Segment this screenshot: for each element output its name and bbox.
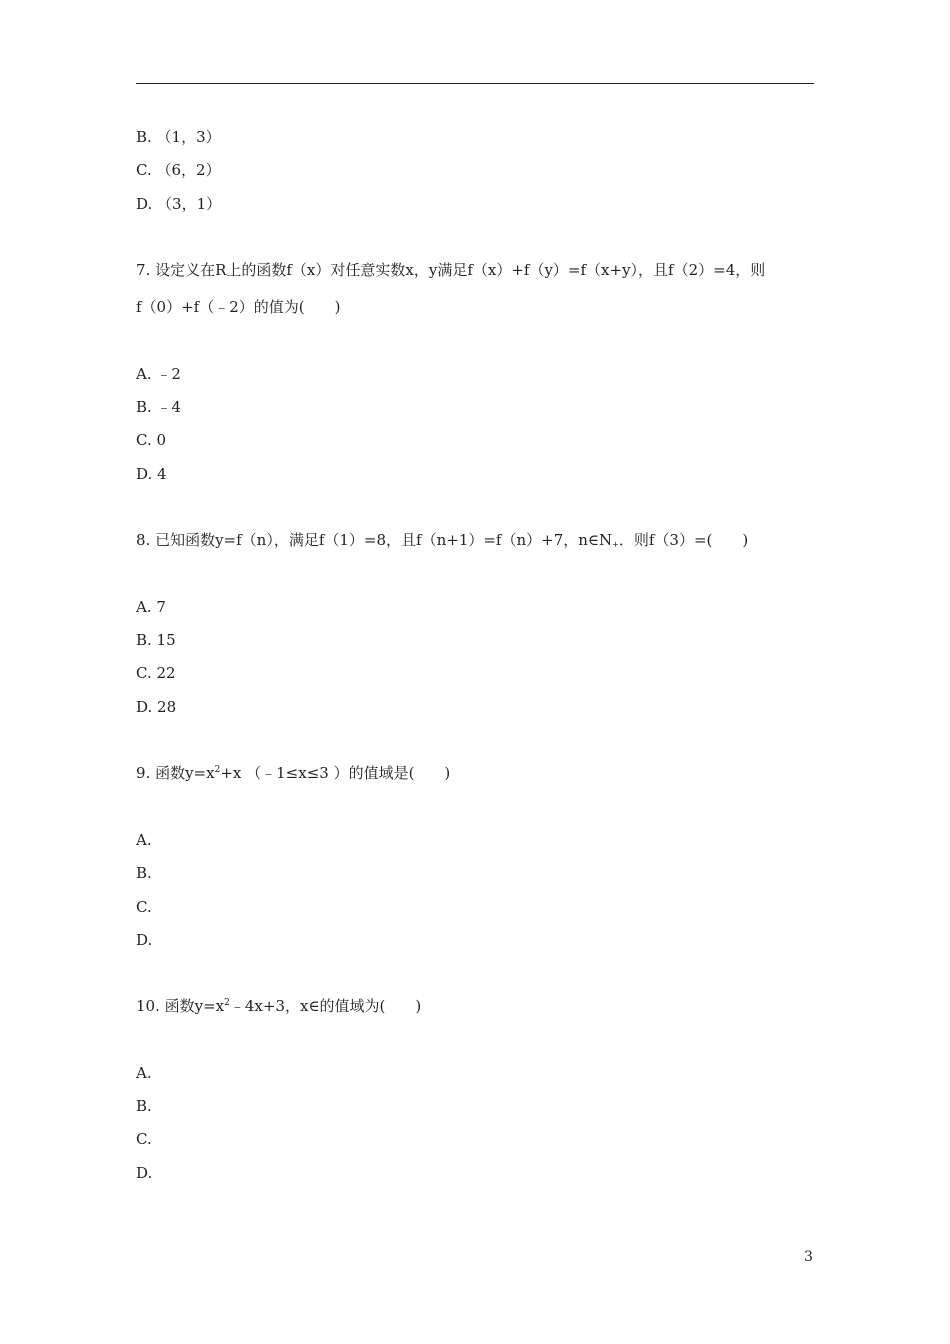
q6-option-d: D. （3，1） bbox=[136, 195, 222, 213]
q9-stem bbox=[136, 763, 450, 783]
q10-option-c: C. bbox=[136, 1130, 152, 1148]
q9-option-c: C. bbox=[136, 898, 152, 916]
q6-option-c: C. （6，2） bbox=[136, 161, 221, 179]
q8-stem-text-a: 8. 已知函数y=f（n），满足f（1）=8，且f（n+1）=f（n）+7，n∈N bbox=[136, 531, 613, 549]
q7-option-d: D. 4 bbox=[136, 465, 167, 483]
q9-option-b: B. bbox=[136, 864, 152, 882]
q8-option-c: C. 22 bbox=[136, 664, 176, 682]
q7-stem-line1: 7. 设定义在R上的函数f（x）对任意实数x，y满足f（x）+f（y）=f（x+y），且f（2）=4，则 bbox=[136, 261, 766, 279]
q9-option-a: A. bbox=[136, 831, 152, 849]
q9-option-d: D. bbox=[136, 931, 153, 949]
page-number: 3 bbox=[804, 1249, 813, 1265]
q9-stem-text-a: 9. 函数y=x bbox=[136, 764, 215, 782]
q8-option-d: D. 28 bbox=[136, 698, 177, 716]
q10-option-b: B. bbox=[136, 1097, 152, 1115]
q8-stem-text-b: ．则f（3）=( ) bbox=[618, 531, 749, 549]
q8-stem bbox=[136, 530, 748, 550]
q6-option-b: B. （1，3） bbox=[136, 128, 221, 146]
q10-superscript: 2 bbox=[224, 998, 230, 1008]
q9-superscript: 2 bbox=[214, 765, 221, 775]
q10-option-a: A. bbox=[136, 1064, 152, 1082]
q10-stem-text-a: 10. 函数y=x bbox=[136, 997, 225, 1015]
q10-option-d: D. bbox=[136, 1164, 153, 1182]
header-rule bbox=[136, 83, 814, 84]
q10-stem-text-b: ﹣4x+3，x∈的值域为( ) bbox=[229, 997, 422, 1015]
q10-stem bbox=[136, 996, 421, 1016]
q7-option-b: B. ﹣4 bbox=[136, 398, 182, 416]
q8-subscript: + bbox=[612, 540, 619, 549]
q7-stem-line2: f（0）+f（﹣2）的值为( ) bbox=[136, 298, 341, 316]
q7-option-c: C. 0 bbox=[136, 431, 167, 449]
q7-option-a: A. ﹣2 bbox=[136, 365, 181, 383]
q9-stem-text-b: +x （﹣1≤x≤3 ）的值域是( ) bbox=[220, 764, 451, 782]
q8-option-a: A. 7 bbox=[136, 598, 166, 616]
q8-option-b: B. 15 bbox=[136, 631, 176, 649]
